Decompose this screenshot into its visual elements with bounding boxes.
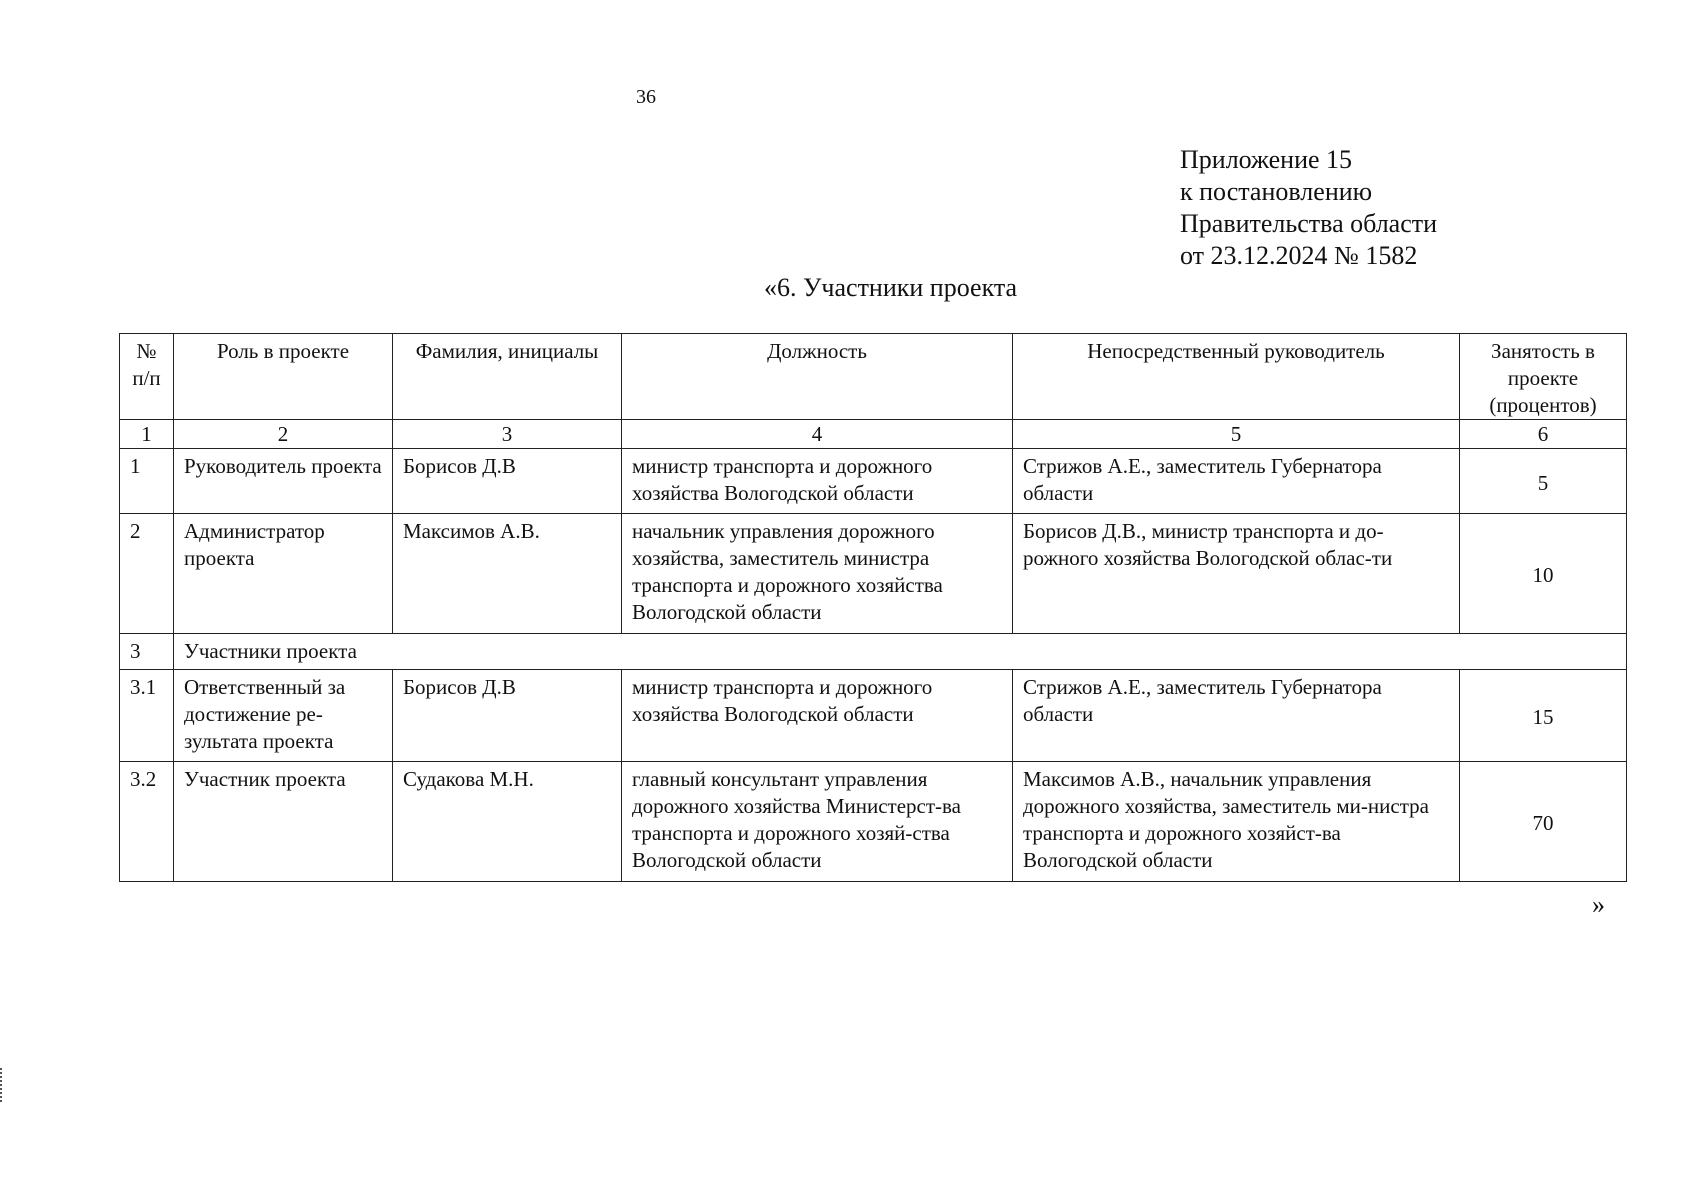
row-load: 10 bbox=[1460, 514, 1627, 634]
table-row bbox=[120, 762, 1627, 882]
participants-table bbox=[119, 333, 1627, 882]
row-number: 1 bbox=[120, 449, 174, 514]
row-name: Максимов А.В. bbox=[393, 514, 622, 634]
header-name: Фамилия, инициалы bbox=[393, 334, 622, 420]
table-row bbox=[120, 670, 1627, 762]
row-position: министр транспорта и дорожного хозяйства Вологодской области bbox=[622, 670, 1013, 762]
row-number: 3 bbox=[120, 634, 174, 670]
row-position: начальник управления дорожного хозяйства, заместитель министра транспорта и дорожного хозяйства Вологодской области bbox=[622, 514, 1013, 634]
page-number: 36 bbox=[636, 86, 656, 108]
header-position: Должность bbox=[622, 334, 1013, 420]
appendix-line-3: Правительства области bbox=[1180, 209, 1438, 238]
column-number: 4 bbox=[622, 420, 1013, 449]
table-header-row bbox=[120, 334, 1627, 420]
closing-quote: » bbox=[1592, 890, 1605, 919]
table-row bbox=[120, 449, 1627, 514]
row-name: Борисов Д.В bbox=[393, 449, 622, 514]
row-role: Руководитель проекта bbox=[174, 449, 393, 514]
group-label: Участники проекта bbox=[174, 634, 1627, 670]
column-number: 5 bbox=[1013, 420, 1460, 449]
row-role: Администратор проекта bbox=[174, 514, 393, 634]
appendix-header bbox=[1180, 144, 1437, 272]
row-role: Участник проекта bbox=[174, 762, 393, 882]
row-supervisor: Борисов Д.В., министр транспорта и до-рожного хозяйства Вологодской облас-ти bbox=[1013, 514, 1460, 634]
column-number: 3 bbox=[393, 420, 622, 449]
header-load: Занятость в проекте (процентов) bbox=[1460, 334, 1627, 420]
column-numbers-row bbox=[120, 420, 1627, 449]
header-supervisor: Непосредственный руководитель bbox=[1013, 334, 1460, 420]
row-load: 5 bbox=[1460, 449, 1627, 514]
column-number: 1 bbox=[120, 420, 174, 449]
row-number: 3.2 bbox=[120, 762, 174, 882]
row-name: Судакова М.Н. bbox=[393, 762, 622, 882]
table-row bbox=[120, 514, 1627, 634]
row-load: 15 bbox=[1460, 670, 1627, 762]
appendix-line-2: к постановлению bbox=[1180, 177, 1373, 206]
row-number: 2 bbox=[120, 514, 174, 634]
row-supervisor: Стрижов А.Е., заместитель Губернатора области bbox=[1013, 670, 1460, 762]
header-number: № п/п bbox=[120, 334, 174, 420]
appendix-line-1: Приложение 15 bbox=[1180, 145, 1353, 174]
table-group-row bbox=[120, 634, 1627, 670]
row-supervisor: Стрижов А.Е., заместитель Губернатора области bbox=[1013, 449, 1460, 514]
section-title: «6. Участники проекта bbox=[764, 273, 1018, 302]
row-role: Ответственный за достижение ре-зультата проекта bbox=[174, 670, 393, 762]
row-supervisor: Максимов А.В., начальник управления дорожного хозяйства, заместитель ми-нистра транспорта и дорожного хозяйст-ва Вологодской области bbox=[1013, 762, 1460, 882]
header-role: Роль в проекте bbox=[174, 334, 393, 420]
appendix-line-4: от 23.12.2024 № 1582 bbox=[1180, 241, 1418, 270]
row-name: Борисов Д.В bbox=[393, 670, 622, 762]
margin-marks bbox=[0, 1068, 5, 1102]
column-number: 6 bbox=[1460, 420, 1627, 449]
row-position: министр транспорта и дорожного хозяйства Вологодской области bbox=[622, 449, 1013, 514]
row-position: главный консультант управления дорожного хозяйства Министерст-ва транспорта и дорожного хозяй-ства Вологодской области bbox=[622, 762, 1013, 882]
row-number: 3.1 bbox=[120, 670, 174, 762]
column-number: 2 bbox=[174, 420, 393, 449]
row-load: 70 bbox=[1460, 762, 1627, 882]
